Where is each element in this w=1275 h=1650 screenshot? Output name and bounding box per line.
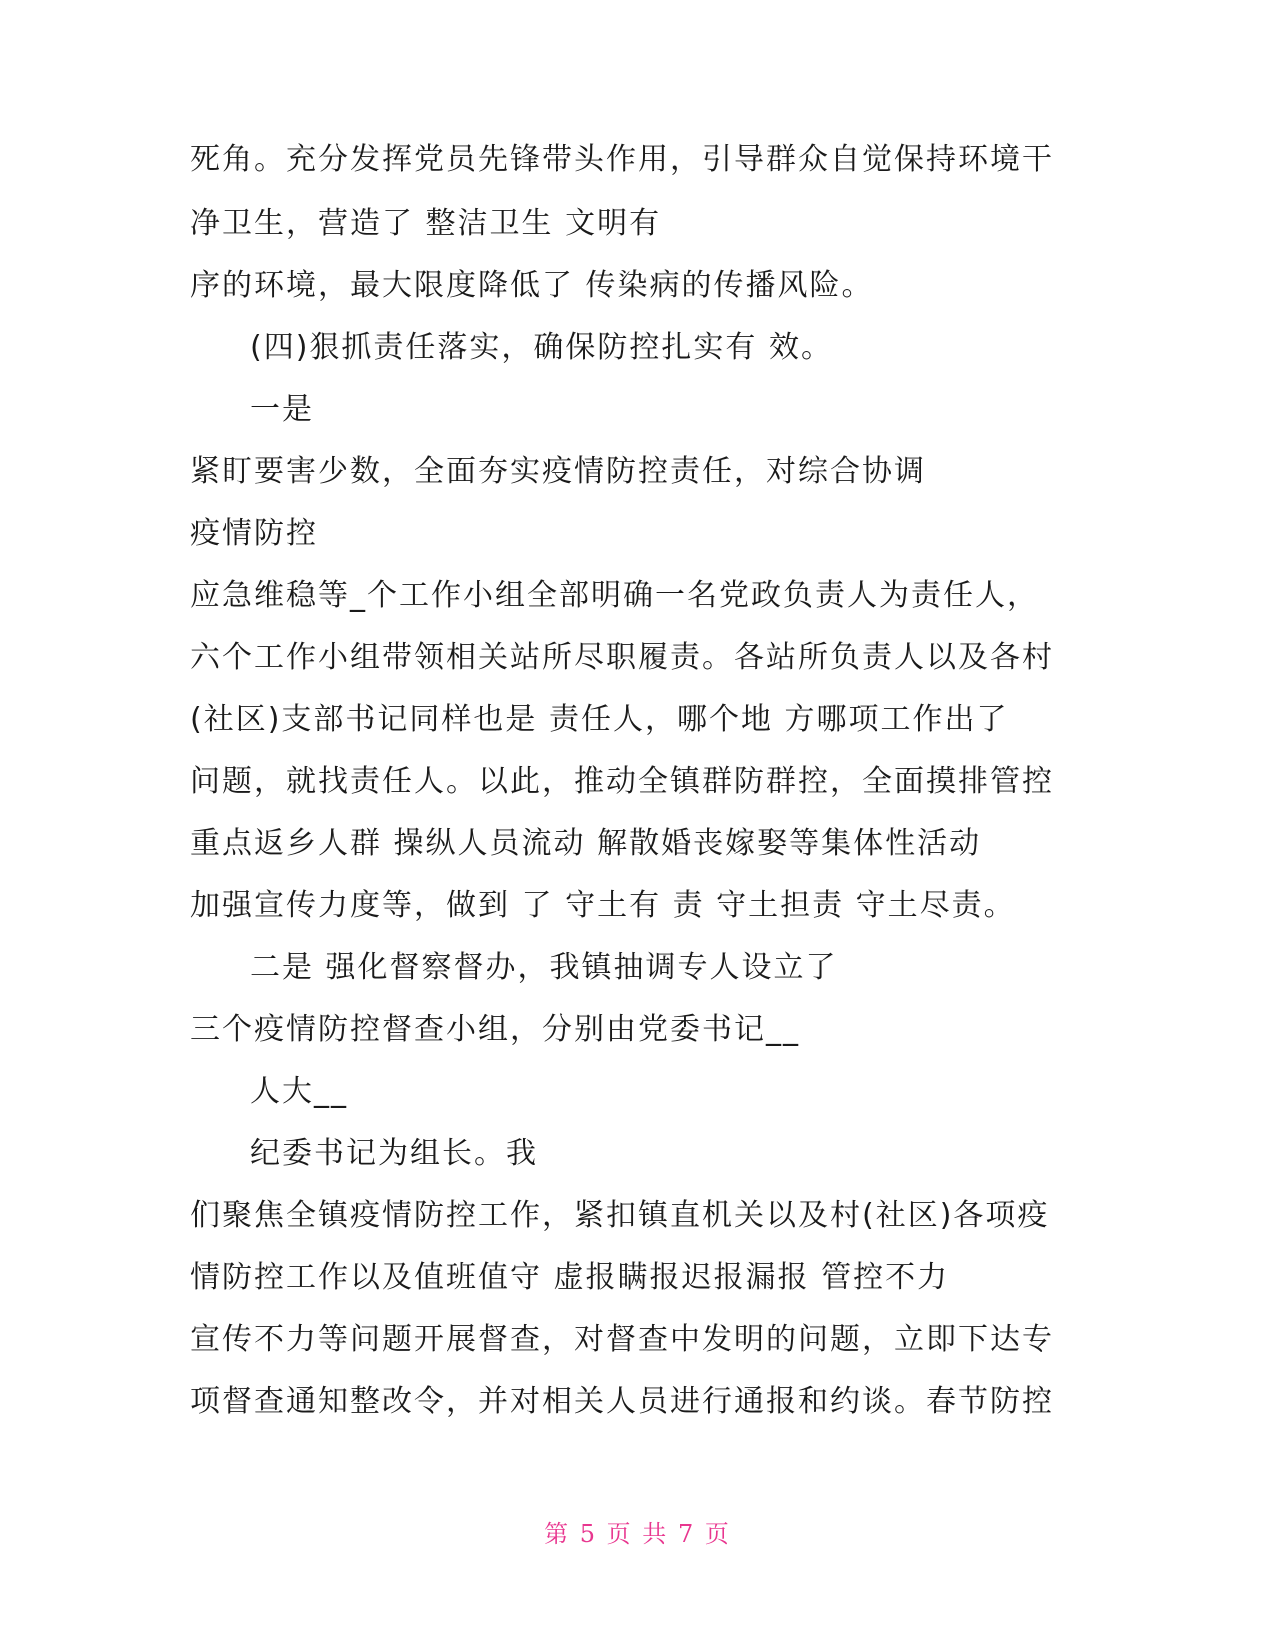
text-line: 序的环境，最大限度降低了 传染病的传播风险。 <box>190 268 874 303</box>
text-line: 问题，就找责任人。以此，推动全镇群防群控，全面摸排管控 <box>190 764 1054 799</box>
text-line: 情防控工作以及值班值守 虚报瞒报迟报漏报 管控不力 <box>190 1260 950 1295</box>
page-number-footer: 第 5 页 共 7 页 <box>544 1520 731 1548</box>
text-line: 六个工作小组带领相关站所尽职履责。各站所负责人以及各村 <box>190 640 1054 675</box>
text-line: (社区)支部书记同样也是 责任人，哪个地 方哪项工作出了 <box>190 702 1009 737</box>
text-line: 们聚焦全镇疫情防控工作，紧扣镇直机关以及村(社区)各项疫 <box>190 1198 1050 1233</box>
section-heading: (四)狠抓责任落实，确保防控扎实有 效。 <box>250 330 833 365</box>
text-line: 加强宣传力度等，做到 了 守土有 责 守土担责 守土尽责。 <box>190 888 1016 923</box>
text-line: 人大__ <box>250 1074 348 1109</box>
text-line: 死角。充分发挥党员先锋带头作用，引导群众自觉保持环境干 <box>190 142 1054 177</box>
text-line: 疫情防控 <box>190 516 318 551</box>
text-line: 三个疫情防控督查小组，分别由党委书记__ <box>190 1012 800 1047</box>
text-line: 一是 <box>250 392 314 427</box>
text-line: 宣传不力等问题开展督查，对督查中发明的问题，立即下达专 <box>190 1322 1054 1357</box>
text-line: 净卫生，营造了 整洁卫生 文明有 <box>190 206 662 241</box>
text-line: 重点返乡人群 操纵人员流动 解散婚丧嫁娶等集体性活动 <box>190 826 982 861</box>
text-line: 二是 强化督察督办，我镇抽调专人设立了 <box>250 950 838 985</box>
text-line: 项督查通知整改令，并对相关人员进行通报和约谈。春节防控 <box>190 1384 1054 1419</box>
text-line: 纪委书记为组长。我 <box>250 1136 538 1171</box>
text-line: 应急维稳等_个工作小组全部明确一名党政负责人为责任人， <box>190 578 1039 613</box>
text-line: 紧盯要害少数，全面夯实疫情防控责任，对综合协调 <box>190 454 926 489</box>
